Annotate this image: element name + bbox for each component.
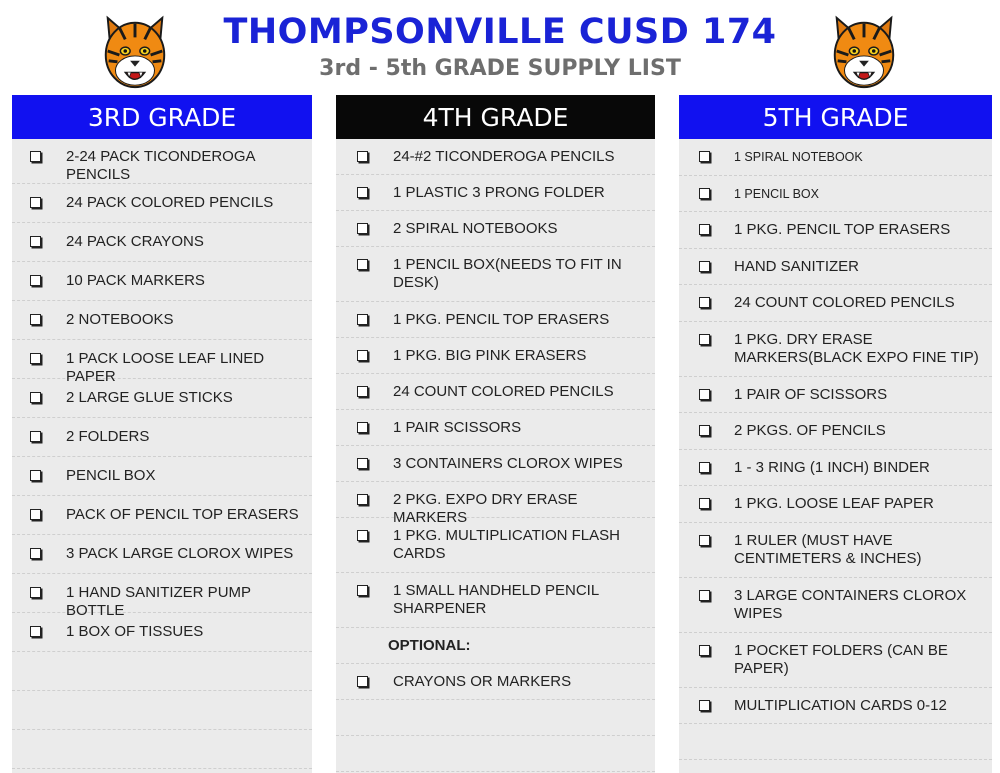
list-item [12,574,312,619]
item-label: 1 PACK LOOSE LEAF LINED PAPER [66,350,265,385]
item-label: 24-#2 TICONDEROGA PENCILS [393,148,615,165]
item-label: 3 CONTAINERS CLOROX WIPES [393,455,623,472]
list-item [679,450,992,487]
empty-row [336,700,655,736]
empty-row [12,691,312,730]
list-item [336,211,655,247]
item-label: 2 SPIRAL NOTEBOOKS [393,220,558,237]
checkbox-icon [357,676,368,687]
checkbox-icon [30,587,41,598]
item-label: 1 PKG. DRY ERASE MARKERS(BLACK EXPO FINE TIP) [734,330,979,366]
empty-row [336,736,655,772]
checkbox-icon [699,224,710,235]
checkbox-icon [30,151,41,162]
item-label: 1 SPIRAL NOTEBOOK [734,150,863,164]
item-label: 2 LARGE GLUE STICKS [66,389,233,406]
list-item [12,262,312,301]
item-label: 1 PKG. PENCIL TOP ERASERS [393,311,610,328]
checkbox-icon [357,187,368,198]
item-label: 1 PKG. BIG PINK ERASERS [393,347,587,364]
checkbox-icon [30,470,41,481]
item-label: 24 COUNT COLORED PENCILS [734,294,955,311]
checkbox-icon [30,548,41,559]
item-label: 3 LARGE CONTAINERS CLOROX WIPES [734,586,967,622]
checkbox-icon [357,151,368,162]
list-item [679,285,992,322]
list-item [679,523,992,578]
checkbox-icon [357,314,368,325]
checkbox-icon [357,530,368,541]
checkbox-icon [699,151,710,162]
checkbox-icon [357,422,368,433]
empty-row [679,724,992,760]
grade-3-column [12,95,312,773]
item-label: 24 PACK COLORED PENCILS [66,194,274,211]
checkbox-icon [30,197,41,208]
checkbox-icon [30,314,41,325]
checkbox-icon [30,626,41,637]
item-label: 1 PLASTIC 3 PRONG FOLDER [393,184,605,201]
list-item [336,247,655,302]
checkbox-icon [30,431,41,442]
item-label: 1 PKG. MULTIPLICATION FLASH CARDS [393,527,620,562]
item-label: 1 HAND SANITIZER PUMP BOTTLE [66,584,251,619]
checkbox-icon [357,458,368,469]
item-label: 1 RULER (MUST HAVE CENTIMETERS & INCHES) [734,531,922,567]
item-label: 1 PKG. LOOSE LEAF PAPER [734,495,934,512]
item-label: 24 COUNT COLORED PENCILS [393,383,614,400]
list-item [336,374,655,410]
item-label: 2 FOLDERS [66,428,150,445]
item-label: 1 PENCIL BOX [734,186,819,201]
empty-row [12,730,312,769]
list-item [336,664,655,700]
grade-4-column [336,95,655,773]
list-item [679,413,992,450]
checkbox-icon [30,275,41,286]
item-label: 1 POCKET FOLDERS (CAN BE PAPER) [734,641,948,677]
item-label: MULTIPLICATION CARDS 0-12 [734,696,947,714]
checkbox-icon [357,259,368,270]
list-item [336,518,655,573]
list-item [679,578,992,633]
item-label: 10 PACK MARKERS [66,272,205,289]
list-item [336,482,655,526]
page-title: THOMPSONVILLE CUSD 174 [223,12,777,52]
list-item [679,139,992,176]
checkbox-icon [699,462,710,473]
grade-5-column [679,95,992,773]
checkbox-icon [699,645,710,656]
list-item [12,340,312,385]
checkbox-icon [357,386,368,397]
list-item [679,377,992,414]
list-item [12,184,312,223]
empty-row [12,652,312,691]
item-label: 1 SMALL HANDHELD PENCIL SHARPENER [393,582,599,617]
item-label: 2 PKGS. OF PENCILS [734,422,886,439]
item-label: 2 NOTEBOOKS [66,311,174,328]
checkbox-icon [699,188,710,199]
grade-4-heading: 4TH GRADE [336,95,655,139]
list-item [12,139,312,184]
checkbox-icon [30,392,41,403]
item-label: 1 PAIR OF SCISSORS [734,385,888,403]
list-item [336,446,655,482]
checkbox-icon [699,590,710,601]
checkbox-icon [699,535,710,546]
list-item [336,573,655,628]
checkbox-icon [699,389,710,400]
item-label: 2-24 PACK TICONDEROGA PENCILS [66,148,255,183]
list-item [12,301,312,340]
grade-3-list [12,139,312,769]
checkbox-icon [699,334,710,345]
item-label: 1 BOX OF TISSUES [66,623,204,640]
optional-label: OPTIONAL: [388,637,471,654]
list-item [336,410,655,446]
list-item [679,176,992,213]
checkbox-icon [699,297,710,308]
item-label: 24 PACK CRAYONS [66,233,204,250]
checkbox-icon [699,425,710,436]
list-item [679,322,992,377]
optional-heading [336,628,655,664]
list-item [12,496,312,535]
checkbox-icon [699,261,710,272]
list-item [12,535,312,574]
checkbox-icon [699,700,710,711]
item-label: 3 PACK LARGE CLOROX WIPES [66,545,294,562]
list-item [336,139,655,175]
list-item [679,688,992,725]
checkbox-icon [357,350,368,361]
list-item [336,338,655,374]
list-item [679,633,992,688]
item-label: 1 - 3 RING (1 INCH) BINDER [734,458,930,476]
grade-5-list [679,139,992,760]
item-label: PENCIL BOX [66,467,156,484]
list-item [336,302,655,338]
list-item [12,223,312,262]
grade-3-heading: 3RD GRADE [12,95,312,139]
list-item [12,418,312,457]
item-label: 2 PKG. EXPO DRY ERASE MARKERS [393,491,578,526]
list-item [679,486,992,523]
grade-4-list [336,139,655,772]
item-label: HAND SANITIZER [734,257,860,275]
item-label: PACK OF PENCIL TOP ERASERS [66,506,299,523]
list-item [679,212,992,249]
page-subtitle: 3rd - 5th GRADE SUPPLY LIST [319,56,681,81]
list-item [12,457,312,496]
item-label: CRAYONS OR MARKERS [393,673,572,690]
list-item [336,175,655,211]
checkbox-icon [30,353,41,364]
checkbox-icon [357,494,368,505]
item-label: 1 PKG. PENCIL TOP ERASERS [734,221,951,238]
checkbox-icon [30,509,41,520]
checkbox-icon [357,223,368,234]
grade-5-heading: 5TH GRADE [679,95,992,139]
checkbox-icon [30,236,41,247]
checkbox-icon [357,585,368,596]
checkbox-icon [699,498,710,509]
item-label: 1 PAIR SCISSORS [393,419,522,436]
list-item [679,249,992,286]
item-label: 1 PENCIL BOX(NEEDS TO FIT IN DESK) [393,256,622,291]
